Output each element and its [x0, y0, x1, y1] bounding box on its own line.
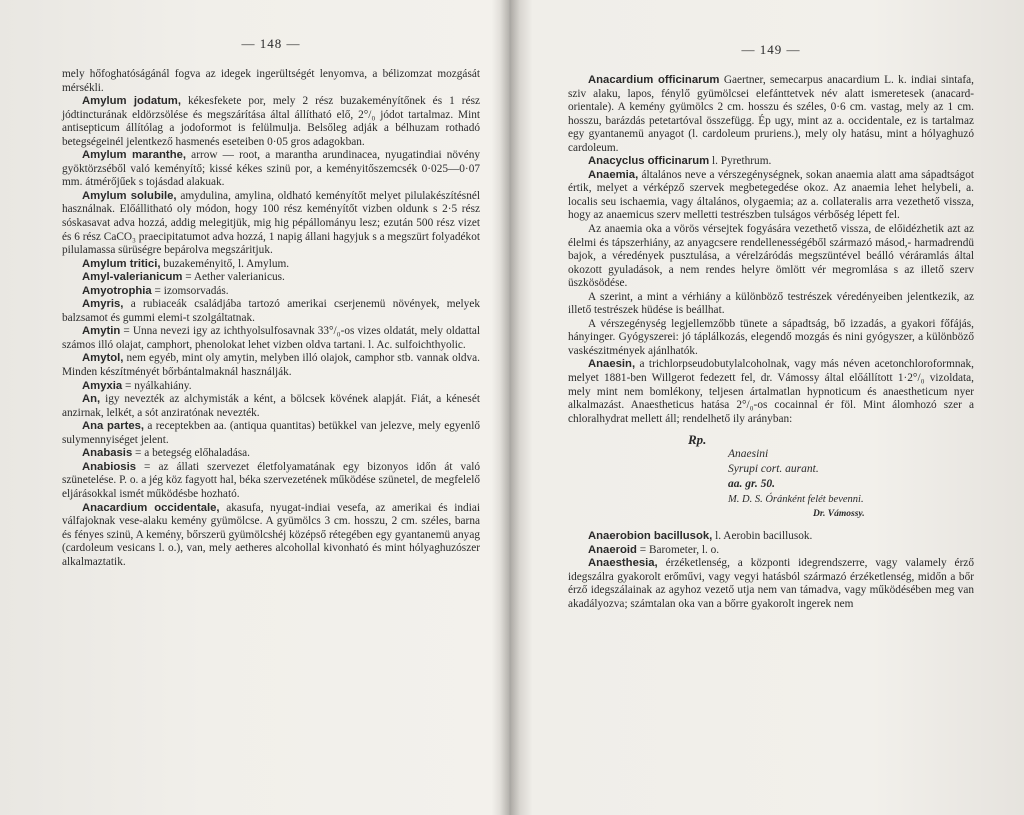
dictionary-entry [62, 447, 480, 461]
entry-term: Amylum maranthe, [82, 149, 187, 162]
entry-text: = izomsorvadás. [151, 284, 229, 297]
entry-term: Amyris, [82, 298, 124, 311]
dictionary-entry [62, 393, 480, 420]
entry-term: Anacardium officinarum [588, 74, 720, 86]
entry-text: = Barometer, l. o. [636, 543, 720, 556]
dictionary-entry [62, 258, 480, 272]
entry-text: = az állati szervezet életfolyamatának egy bizonyos időn át való szünetelése. P. o. a jég köz fagyott hal, béka szervezetének működése szünetel, de megfelelő eljárásokkal ismét működésbe hozható. [62, 460, 480, 500]
dictionary-entry [62, 95, 480, 149]
dictionary-entry [568, 358, 974, 426]
page-number-right: — 149 — [741, 42, 801, 57]
entry-text: a trichlorpseudobutylalcoholnak, vagy más néven acetonchloroformnak, melyet 1881-ben Willgerot fedezett fel, dr. Vámossy által előállított 1·2°/₀ vizoldata, mely mint nem bomlékony, teljesen ártalmatlan hypnoticum és anaestheticum nyer alkalmazást. Anaestheticus hatása 2°/₀-os cocainnal ér föl. Mint álomhozó szer a chloralhydrat mellett áll; rendelhető ily arányban: [568, 358, 974, 425]
entry-text: = a betegség előhaladása. [132, 447, 250, 460]
left-page [0, 0, 506, 815]
entry-text: A szerint, a mint a vérhiány a különböző testrészek véredényeiben jelentkezik, az illető testrészek hüdése is beállhat. [568, 290, 974, 317]
recipe-rp: Rp. [688, 432, 707, 448]
dictionary-entry [568, 530, 974, 544]
entry-text: l. Aerobin bacillusok. [712, 530, 813, 543]
recipe-line: Syrupi cort. aurant. [728, 463, 819, 476]
recipe-signature: Dr. Vámossy. [813, 509, 865, 520]
entry-text: nem egyéb, mint oly amytin, melyben illó olajok, camphor stb. vannak oldva. Minden készítményét bőrbántalmaknál használják. [62, 352, 480, 379]
right-entries-after-recipe [568, 530, 974, 611]
dictionary-entry [62, 190, 480, 258]
entry-term: An, [82, 393, 101, 406]
entry-text: = Aether valerianicus. [182, 271, 285, 284]
dictionary-entry [568, 318, 974, 359]
dictionary-entry [568, 544, 974, 558]
entry-text: igy nevezték az alchymisták a ként, a bölcsek kövének alapját. Fiát, a kénesét anzirnak, lelkét, a sót anziratónak nevezték. [62, 393, 480, 419]
dictionary-entry [62, 380, 480, 394]
dictionary-entry [568, 169, 974, 223]
dictionary-entry [62, 325, 480, 352]
dictionary-entry [62, 68, 480, 95]
entry-term: Amylum tritici, [82, 257, 161, 270]
entry-term: Anabasis [82, 447, 133, 460]
entry-text: a rubiaceák családjába tartozó amerikai cserjenemü növények, melyek balzsamot és gummi elemi-t szolgáltatnak. [62, 298, 480, 324]
entry-term: Anaeroid [588, 543, 637, 556]
dictionary-entry [568, 155, 974, 169]
entry-text: l. Pyrethrum. [709, 155, 772, 168]
entry-text: amydulina, amylina, oldható keményítőt melyet pilulakészítésnél használnak. Előállitható oly módon, hogy 100 rész keményítőt vizben oldunk s 2·5 rész sóskasavat adva hozzá, addig melegitjük, mig hig pépállományu lesz; ezután 500 rész vizet és 6 rész CaCO₃ praecipitatumot adva hozzá, 1 napig állani hagyjuk s a megszürt folyadékot pilulamassa sürüségre bepárolva megszáritjuk. [62, 189, 480, 257]
entry-term: Amyotrophia [82, 284, 152, 297]
entry-term: Anaemia, [588, 168, 639, 181]
dictionary-entry [62, 502, 480, 570]
entry-text: mely hőfoghatóságánál fogva az idegek ingerültségét lenyomva, a bélizomzat mozgását mérsékli. [62, 68, 480, 94]
dictionary-entry [568, 223, 974, 291]
recipe-note: M. D. S. Óránként felét bevenni. [728, 494, 864, 506]
entry-text: Az anaemia oka a vörös vérsejtek fogyására vezethető vissza, de előidézhetik azt az élelmi és tápszerhiány, az anyagcsere rendellenességéből származó másod,- harmadrendü bajok, a véredények pusztulása, a vérelzáródás megszüntével beálló véráramlás által okozott gyuladások, a nem rendes helyre ömlött vér megromlása s az illető szerv üszkösödése. [568, 223, 974, 290]
dictionary-entry [62, 420, 480, 447]
entry-term: Anabiosis [82, 460, 136, 473]
entry-text: buzakeményitő, l. Amylum. [160, 257, 290, 270]
entry-text: általános neve a vérszegénységnek, sokan anaemia alatt ama sápadtságot értik, melyet a vérképző szervek megbetegedése okoz. Az anaemia lehet helybeli, a. localis seu ischaemia, vagy általános, olygaemia; az a. collateralis arra vezethető vissza, hogy az anaemicus szerv melletti testrészben tulságos vérbőség lépett fel. [568, 168, 974, 222]
dictionary-entry [62, 352, 480, 379]
entry-text: akasufa, nyugat-indiai vesefa, az amerikai és indiai válfajoknak vese-alaku kemény gyümölcse. A gyümölcs 3 cm. hosszu, 2 cm. széles, barna és fényes szinü, A kemény, bőrszerü gyümölcshéj középső rétegében egy gyantanemü anyag (cardoleum vesicans l. o.), van, mely aetheres alcohollal kivonható és mint hólyaghuzószer alkalmaztatik. [62, 501, 480, 568]
entry-text: = nyálkahiány. [122, 379, 192, 392]
right-page [516, 0, 1024, 815]
entry-text: a receptekben aa. (antiqua quantitas) betükkel van jelezve, mely egyenlő sulymennyiséget jelent. [62, 420, 480, 446]
left-entries [62, 68, 480, 569]
dictionary-entry [568, 557, 974, 611]
dictionary-entry [62, 271, 480, 285]
entry-text: A vérszegénység legjellemzőbb tünete a sápadtság, bő izzadás, a gyakori főfájás, hányinger. Gyógyszerei: jó táplálkozás, elegendő mozgás és nini gyógyszer, a különböző vaskészitmények ajánlhatók. [568, 317, 974, 357]
entry-term: Amytin [82, 325, 121, 338]
entry-term: Amytol, [82, 352, 124, 365]
entry-term: Amyxia [82, 379, 123, 392]
dictionary-entry [568, 291, 974, 318]
dictionary-entry [62, 149, 480, 190]
entry-term: Anaerobion bacillusok, [588, 530, 713, 543]
right-entries-before-recipe [568, 74, 974, 426]
entry-text: = Unna nevezi igy az ichthyolsulfosavnak 33°/₀-os vizes oldatát, mely oldattal számos illó olajat, camphort, phenolokat lehet vizben oldva tartani. l. Ac. sulfoichthyolic. [62, 325, 480, 351]
entry-term: Amylum solubile, [82, 189, 177, 202]
dictionary-entry [62, 285, 480, 299]
entry-text: Gaertner, semecarpus anacardium L. k. indiai sintafa, sziv alaku, lapos, fénylő gyümölcsei elefánttetvek név alatt ismeretesek (anacard-orientale). A kemény gyümölcs 2 cm. hosszu és széles, 0·6 cm. vastag, mely az 1 cm. hosszu, barázdás petetartóval összefügg. Ép ugy, mint az a. occidentale, ez is tartalmaz egy gyantanemü anyagot (l. cardoleum pruriens.), mely oly hatásu, mint a hólyaghuzó cardoleum. [568, 74, 975, 154]
page-number-left: — 148 — [241, 36, 301, 51]
recipe-block [568, 432, 974, 522]
entry-term: Anaesin, [588, 358, 636, 371]
dictionary-entry [62, 461, 480, 502]
recipe-line: Anaesini [728, 448, 769, 461]
entry-term: Anacardium occidentale, [82, 501, 220, 514]
entry-text: kékesfekete por, mely 2 rész buzakeményítőnek és 1 rész jódtincturának eldörzsölése és megszárítása által állítható elő, 2°/₀ jódot tartalmaz. Mint antisepticum állítólag a jodoformot is felülmulja. Belsőleg adják a bélhuzam rothadó betegségeinél jelentkező hasmenés eseteiben 0·05 gros adagokban. [62, 95, 480, 148]
entry-text: érzéketlenség, a központi idegrendszerre, vagy valamely érző idegszálra gyakorolt erőművi, vagy vegyi hatásból származó érzéketlenség, midőn a bőr érző idegszálainak az agyhoz vezető utja nem van támadva, vagy működésében meg van akadályozva; számtalan oka van a bőrre gyakorolt ingerek nem [568, 557, 974, 610]
entry-term: Ana partes, [82, 420, 145, 433]
dictionary-entry [62, 298, 480, 325]
entry-term: Amyl-valerianicum [82, 271, 183, 284]
entry-text: arrow — root, a marantha arundinacea, nyugatindiai növény gyöktörzséből való keményítő; kissé kékes szinü por, a keményitőszemcsék 0·025—0·07 mm. átmérőjűek s tojásdad alakuak. [62, 149, 481, 189]
entry-term: Amylum jodatum, [82, 95, 181, 108]
entry-term: Anaesthesia, [588, 557, 658, 570]
entry-term: Anacyclus officinarum [588, 155, 710, 168]
dictionary-entry [568, 74, 974, 155]
recipe-amount: aa. gr. 50. [728, 478, 775, 491]
